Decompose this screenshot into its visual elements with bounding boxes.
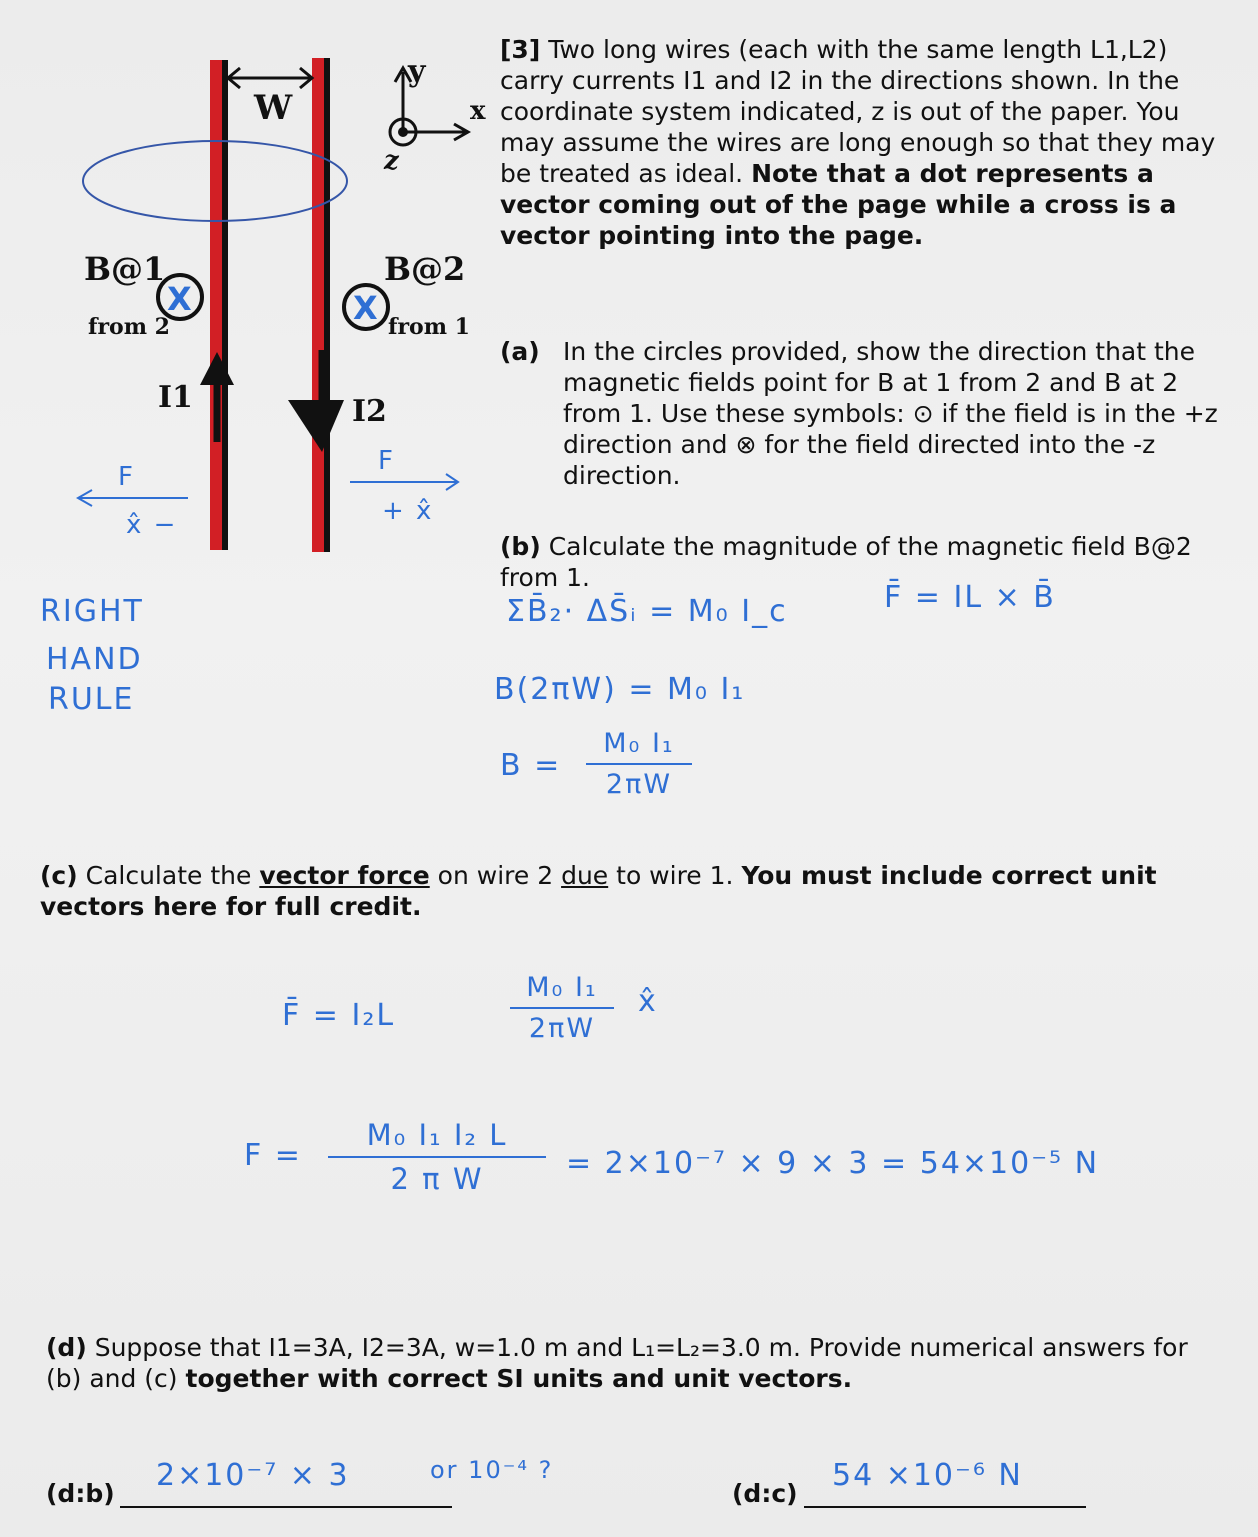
part-c-pre: Calculate the [85, 861, 252, 890]
part-c-post: to wire 1. [616, 861, 734, 890]
b-fraction [586, 728, 692, 800]
part-d [46, 1332, 1226, 1394]
part-d-text: Suppose that I1=3A, I2=3A, w=1.0 m and L₁=L₂=3.0 m. Provide numerical answers for (b) and (c) [46, 1333, 1188, 1393]
axis-z-label: z [384, 146, 399, 176]
w-label: W [254, 88, 293, 128]
wire-1 [210, 60, 228, 550]
c-numerator: M₀ I₁ [526, 972, 598, 1003]
f-result: = 2×10⁻⁷ × 9 × 3 = 54×10⁻⁵ N [566, 1146, 1100, 1181]
axis-y-label: y [408, 54, 426, 89]
b2-label: B@2 [384, 250, 466, 288]
force-right-label: F [378, 446, 395, 476]
plus-xhat-label: + x̂ [382, 496, 434, 526]
part-a-label: (a) [500, 337, 540, 366]
b1-cross-mark: X [167, 280, 194, 318]
dc-answer: 54 ×10⁻⁶ N [832, 1458, 1023, 1493]
current-arrow-up [200, 352, 234, 442]
i1-label: I1 [158, 380, 193, 415]
f-numerator: M₀ I₁ I₂ L [366, 1118, 508, 1152]
part-c [40, 860, 1230, 922]
b2-cross-mark: X [353, 289, 380, 327]
lorentz-force: F̄ = IL × B̄ [884, 580, 1056, 615]
c-unit-vector: x̂ [638, 984, 658, 1019]
rule-line-3: RULE [48, 682, 135, 717]
axis-x-label: x [470, 96, 486, 126]
c-denominator: 2πW [528, 1013, 596, 1044]
part-a-text: In the circles provided, show the direction that the magnetic fields point for B at 1 from 2 and B at 2 from 1. Use these symbols: ⊙ if the field is in the +z direction and ⊗ for the field directed into the -z direction. [563, 337, 1218, 490]
part-b-text: Calculate the magnitude of the magnetic field B@2 from 1. [500, 532, 1192, 592]
db-label: (d:b) [46, 1479, 115, 1508]
b1-label: B@1 [84, 250, 166, 288]
problem-intro [500, 34, 1230, 251]
part-c-vector-force: vector force [259, 861, 430, 890]
part-b-label: (b) [500, 532, 541, 561]
problem-intro-text: Two long wires (each with the same length L1,L2) carry currents I1 and I2 in the directions shown. In the coordinate system indicated, z is out of the paper. You may assume the wires are long enough so that they may be treated as ideal. [500, 35, 1216, 188]
f-fraction [328, 1118, 546, 1196]
c-fraction [510, 972, 614, 1044]
axes-icon [390, 68, 468, 145]
f-denominator: 2 π W [390, 1162, 484, 1196]
b2-sub: from 1 [388, 314, 470, 340]
i2-label: I2 [352, 394, 387, 429]
b1-sub: from 2 [88, 314, 170, 340]
force-arrow-left [78, 490, 188, 506]
problem-number: [3] [500, 35, 541, 64]
problem-intro-bold: Note that a dot represents a vector coming out of the page while a cross is a vector pointing into the page. [500, 159, 1177, 250]
b-denominator: 2πW [605, 769, 673, 800]
dc-label: (d:c) [732, 1479, 798, 1508]
ampere-law: ΣB̄₂· ΔS̄ᵢ = M₀ I_c [506, 594, 788, 629]
part-b [500, 531, 1230, 593]
part-c-due: due [561, 861, 609, 890]
b-equation: B(2πW) = M₀ I₁ [494, 672, 746, 707]
db-alt-answer: or 10⁻⁴ ? [430, 1456, 554, 1484]
c-lhs: F̄ = I₂L [282, 998, 396, 1033]
db-answer: 2×10⁻⁷ × 3 [156, 1458, 350, 1493]
b-lhs: B = [500, 748, 562, 783]
part-d-bold: together with correct SI units and unit vectors. [185, 1364, 853, 1393]
f-lhs: F = [244, 1138, 302, 1173]
part-d-label: (d) [46, 1333, 87, 1362]
part-c-mid: on wire 2 [437, 861, 554, 890]
wire-2 [312, 58, 330, 552]
wires-figure [60, 50, 500, 570]
part-c-label: (c) [40, 861, 78, 890]
rule-line-2: HAND [46, 642, 143, 677]
xhat-minus-label: x̂ − [126, 510, 178, 540]
width-arrow [228, 68, 312, 88]
b-numerator: M₀ I₁ [603, 728, 675, 759]
part-c-bold: You must include correct unit vectors here for full credit. [40, 861, 1157, 921]
force-left-label: F [118, 462, 135, 492]
rule-line-1: RIGHT [40, 594, 144, 629]
force-arrow-right [350, 474, 458, 490]
